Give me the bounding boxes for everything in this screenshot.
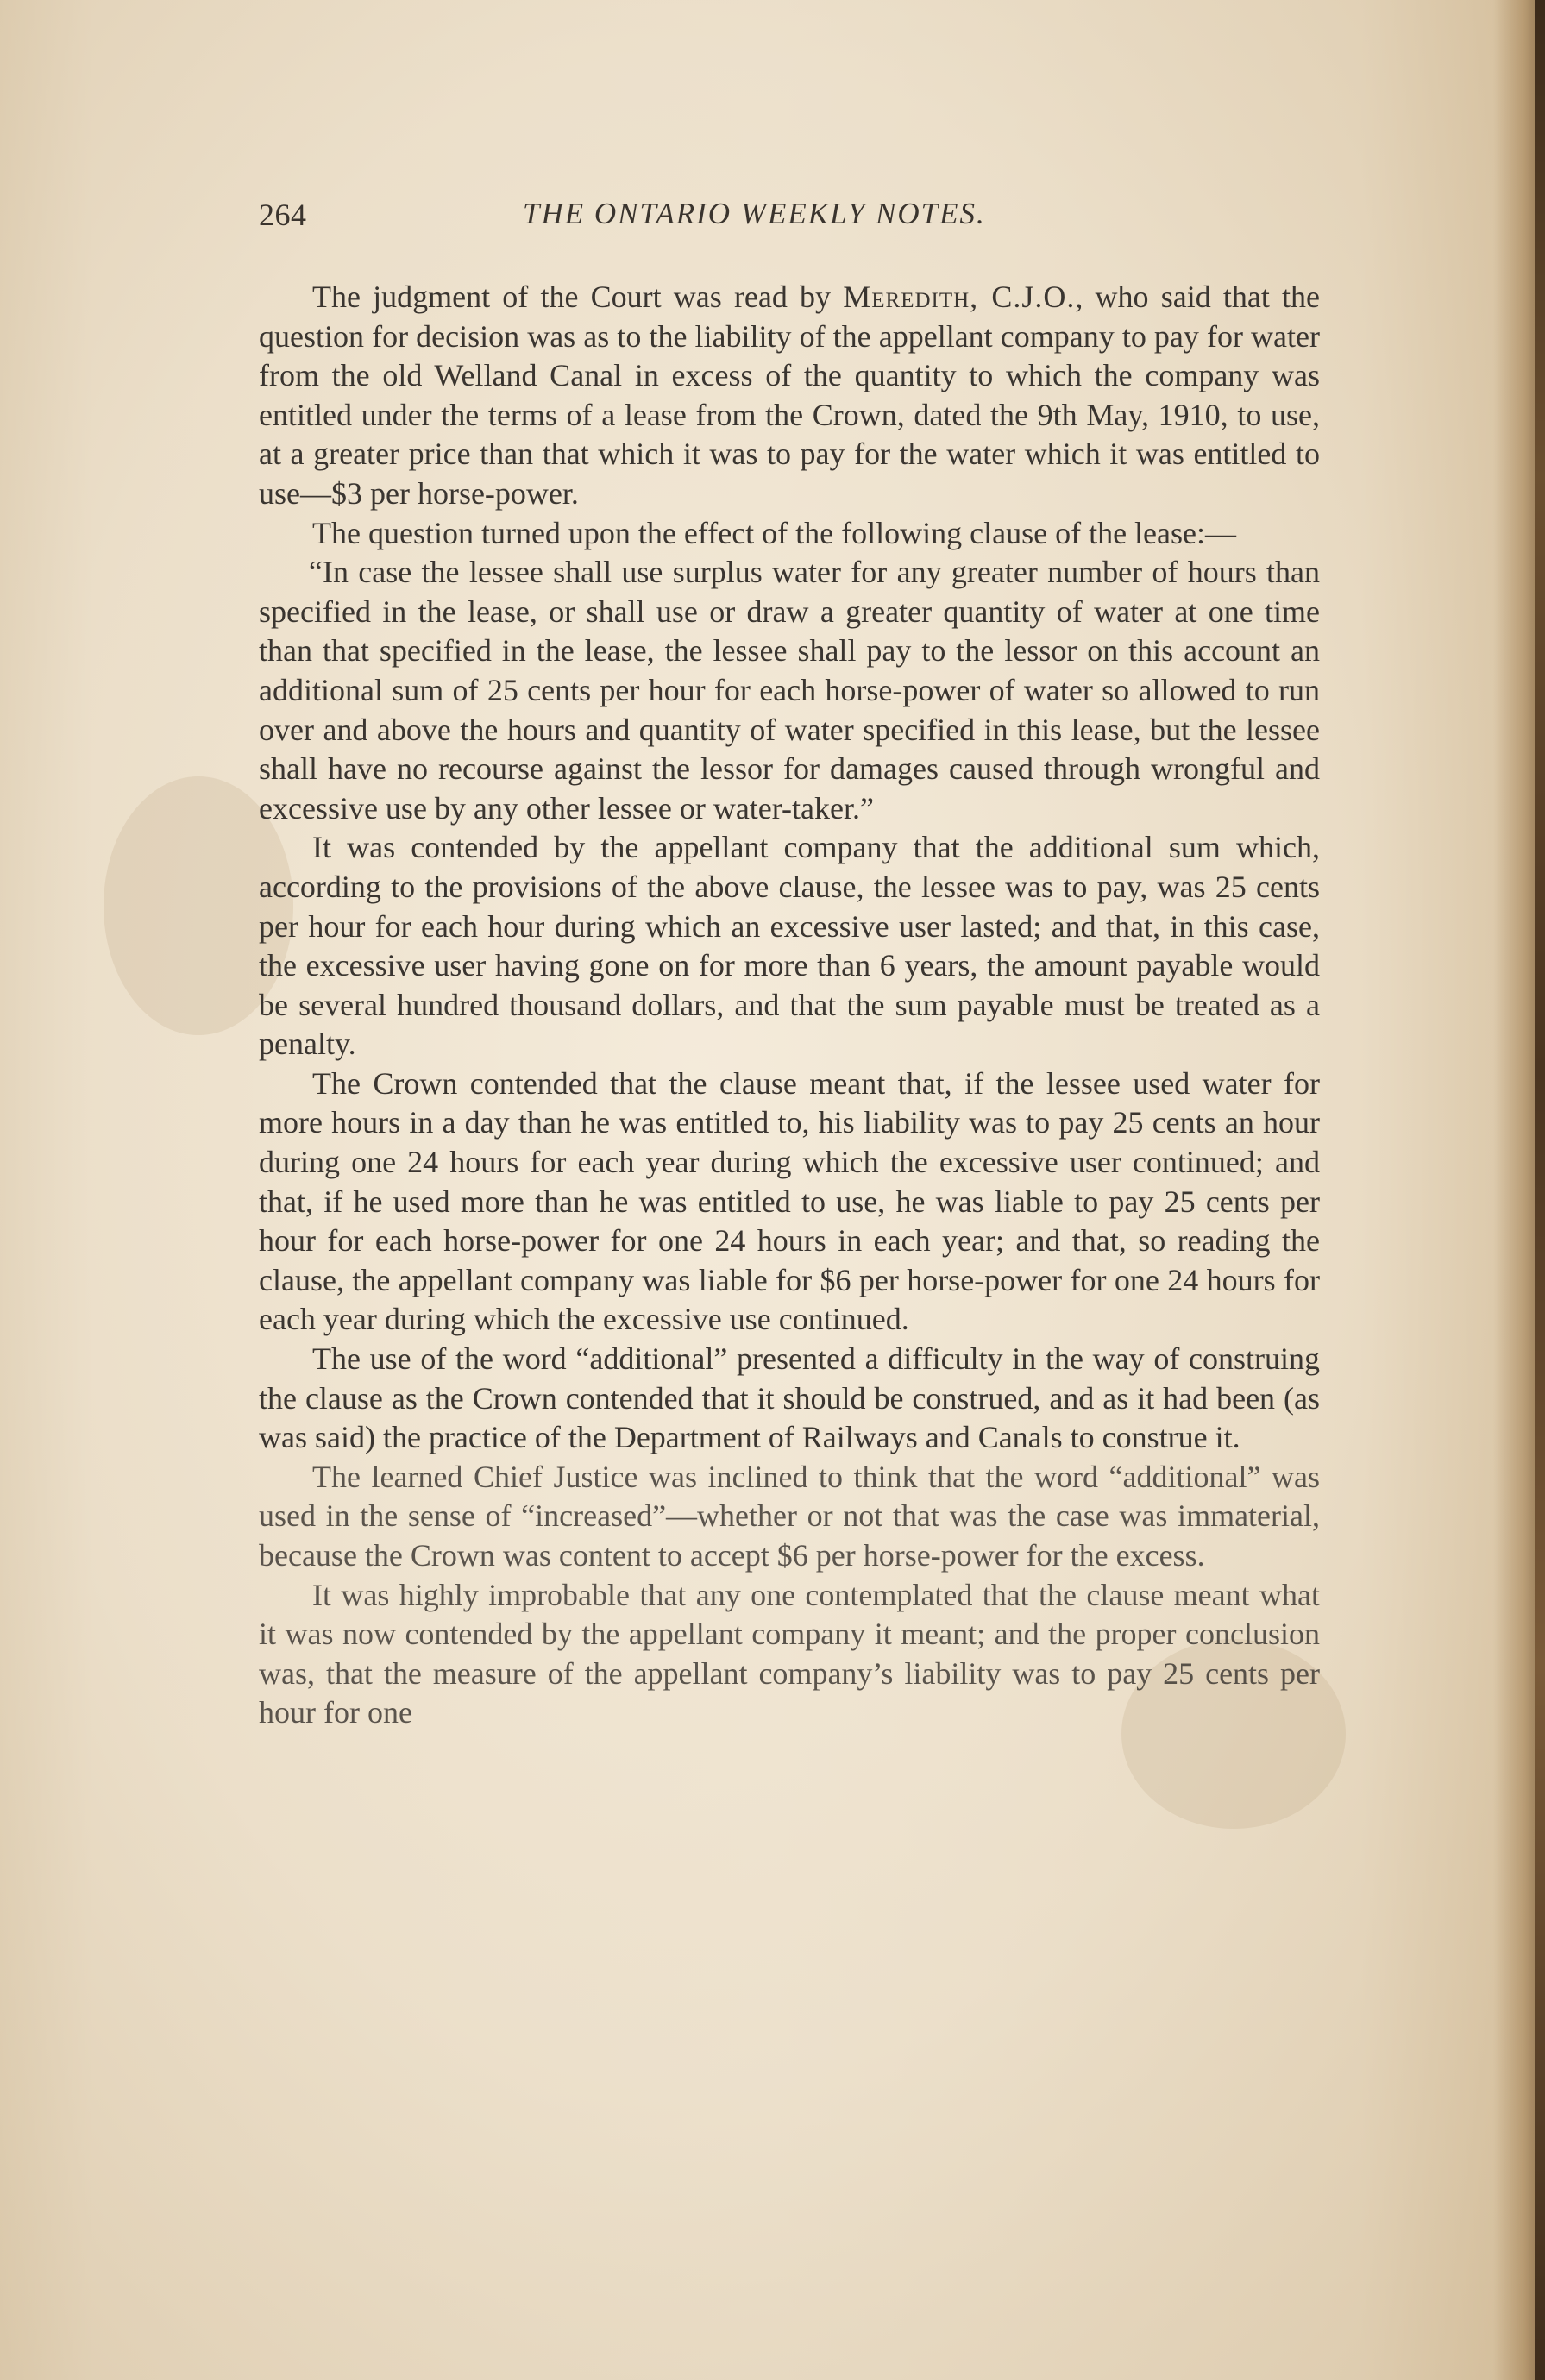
paragraph: It was contended by the appellant company that the additional sum which, according to the provisions of the above clause, the lessee was to pay, was 25 cents per hour for each hour during which an excessive user lasted; and that, in this case, the excessive user having gone on for more than 6 years, the amount payable would be several hundred thousand dollars, and that the sum payable must be treated as a penalty. <box>259 830 1320 1062</box>
paragraph: The use of the word “additional” presented a difficulty in the way of construing the clause as the Crown contended that it should be construed, and as it had been (as was said) the practice of the Department of Railways and Canals to construe it. <box>259 1341 1320 1455</box>
judge-name: Meredith, C.J.O. <box>843 279 1076 314</box>
paragraph: The judgment of the Court was read by Meredith, C.J.O., who said that the question for decision was as to the liability of the appellant company to pay for water from the old Welland Canal in excess of the quantity to which the company was entitled under the terms of a lease from the Crown, dated the 9th May, 1910, to use, at a greater price than that which it was to pay for the water which it was entitled to use—$3 per horse-power. <box>259 279 1320 511</box>
paragraph: The Crown contended that the clause meant that, if the lessee used water for more hours in a day than he was entitled to, his liability was to pay 25 cents an hour during one 24 hours for each year during which the excessive user continued; and that, if he used more than he was entitled to use, he was liable to pay 25 cents per hour for each horse-power for one 24 hours in each year; and that, so reading the clause, the appellant company was liable for $6 per horse-power for one 24 hours for each year during which the excessive use continued. <box>259 1065 1320 1337</box>
quoted-clause: “In case the lessee shall use surplus water for any greater number of hours than specified in the lease, or shall use or draw a greater quantity of water at one time than that specified in the lease, the lessee shall pay to the lessor on this account an additional sum of 25 cents per hour for each horse-power of water so allowed to run over and above the hours and quantity of water specified in this lease, but the lessee shall have no recourse against the lessor for damages caused through wrongful and excessive use by any other lessee or water-taker.” <box>259 555 1320 826</box>
paragraph: It was highly improbable that any one contemplated that the clause meant what it was now contended by the appellant company it meant; and the proper conclusion was, that the measure of the appellant company’s liability was to pay 25 cents per hour for one <box>259 1577 1320 1730</box>
running-title: THE ONTARIO WEEKLY NOTES. <box>523 197 986 230</box>
paragraph: The learned Chief Justice was inclined to think that the word “additional” was used in the sense of “increased”—whether or not that was the case was immaterial, because the Crown was content to accept $6 per horse-power for the excess. <box>259 1459 1320 1573</box>
paragraph: The question turned upon the effect of the following clause of the lease:— <box>312 515 1236 550</box>
page-header <box>259 197 1320 248</box>
page-number: 264 <box>259 198 307 232</box>
body-text <box>259 278 1320 1733</box>
page-binding-edge <box>1535 0 1545 2380</box>
